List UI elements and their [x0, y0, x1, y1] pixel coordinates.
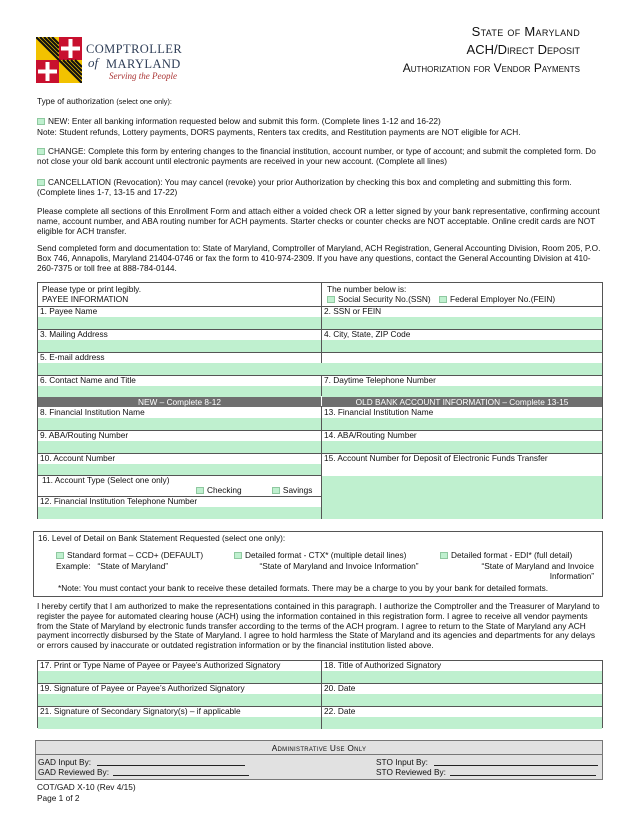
old-band: OLD BANK ACCOUNT INFORMATION – Complete 13-15	[322, 397, 602, 407]
daytime-phone-field: 7. Daytime Telephone Number	[322, 376, 602, 398]
ssn-label: Social Security No.(SSN)	[338, 294, 431, 304]
number-below-label: The number below is:	[327, 284, 407, 294]
change-checkbox[interactable]	[37, 148, 45, 155]
gad-reviewed-line[interactable]	[113, 768, 249, 776]
logo-line1: COMPTROLLER	[86, 42, 183, 56]
option-new	[37, 117, 603, 127]
maryland-seal-icon	[36, 37, 82, 83]
logo-line2: MARYLAND	[106, 57, 181, 71]
checking-label: Checking	[207, 485, 242, 495]
savings-checkbox[interactable]	[272, 487, 280, 494]
institution-phone-input[interactable]	[38, 507, 321, 519]
savings-label: Savings	[282, 485, 313, 495]
fein-label: Federal Employer No.(FEIN)	[450, 294, 556, 304]
logo-of: of	[88, 55, 99, 70]
print-name-input[interactable]	[38, 671, 321, 683]
city-state-zip-field: 4. City, State, ZIP Code	[322, 330, 602, 352]
edi-checkbox[interactable]	[440, 552, 448, 559]
statement-detail-section	[33, 531, 603, 597]
admin-use-box	[35, 740, 603, 780]
ssn-fein-field: 2. SSN or FEIN	[322, 307, 602, 329]
payee-name-field: 1. Payee Name	[38, 307, 321, 329]
ctx-checkbox[interactable]	[234, 552, 242, 559]
old-institution-name-input[interactable]	[322, 418, 602, 430]
cancel-text: CANCELLATION (Revocation): You may cancel (revoke) your prior Authorization by checking this box and completing and submitting this form. (Complete lines 1-7, 13-15 and 17-22)	[37, 177, 572, 197]
detail-option-edi: Detailed format - EDI* (full detail)	[440, 551, 572, 561]
payee-signature-field: 19. Signature of Payee or Payee’s Authorized Signatory	[38, 684, 321, 706]
new-checkbox[interactable]	[37, 118, 45, 125]
standard-checkbox[interactable]	[56, 552, 64, 559]
title-ach: ACH/Direct Deposit	[466, 42, 580, 58]
routing-number-input[interactable]	[38, 441, 321, 453]
email-field: 5. E-mail address	[38, 353, 602, 375]
ctx-example: “State of Maryland and Invoice Information”	[259, 561, 419, 571]
ssn-checkbox[interactable]	[327, 296, 335, 303]
payee-bank-form	[37, 282, 603, 519]
date-22-input[interactable]	[322, 717, 602, 729]
payee-signature-input[interactable]	[38, 694, 321, 706]
signatory-title-field: 18. Title of Authorized Signatory	[322, 661, 602, 683]
fein-checkbox[interactable]	[439, 296, 447, 303]
option-cancel	[37, 178, 603, 198]
admin-heading: Administrative Use Only	[271, 743, 367, 753]
institution-name-input[interactable]	[38, 418, 321, 430]
date-20-field: 20. Date	[322, 684, 602, 706]
secondary-signature-field: 21. Signature of Secondary Signatory(s) – if applicable	[38, 707, 321, 729]
print-note: Please type or print legibly.	[42, 284, 141, 294]
print-name-field: 17. Print or Type Name of Payee or Payee’s Authorized Signatory	[38, 661, 321, 683]
gad-input-line[interactable]	[97, 758, 245, 766]
old-institution-name-field: 13. Financial Institution Name	[322, 408, 602, 430]
new-band: NEW – Complete 8-12	[38, 397, 321, 407]
comptroller-logo	[36, 37, 196, 83]
title-authorization: Authorization for Vendor Payments	[402, 60, 580, 75]
routing-number-field: 9. ABA/Routing Number	[38, 431, 321, 453]
sto-input-line[interactable]	[434, 758, 598, 766]
account-number-field: 10. Account Number	[38, 454, 321, 476]
instructions-send: Send completed form and documentation to: State of Maryland, Comptroller of Maryland, ACH Registration, General Accounting Division, Room 205, P.O. Box 746, Annapolis, Maryland 21404-0746 or fax the form to 410-974-2309. If you have any questions, contact the General Accounting Division at 410-260-7375 or toll free at 888-784-0144.	[37, 243, 601, 273]
logo-tagline: Serving the People	[109, 71, 177, 81]
checking-checkbox[interactable]	[196, 487, 204, 494]
standard-example: Example: “State of Maryland”	[56, 561, 169, 571]
old-account-number-input[interactable]	[322, 476, 602, 519]
type-of-authorization: Type of authorization (select one only):	[37, 96, 172, 106]
cancel-checkbox[interactable]	[37, 179, 45, 186]
edi-example: “State of Maryland and Invoice Information”	[481, 561, 594, 581]
detail-option-standard: Standard format – CCD+ (DEFAULT)	[56, 551, 203, 561]
sto-input-row: STO Input By:	[376, 758, 598, 768]
ssn-fein-input[interactable]	[322, 317, 602, 329]
form-title	[280, 24, 580, 75]
detail-note: *Note: You must contact your bank to receive these detailed formats. There may be a charge to you by your bank for detailed formats.	[58, 583, 549, 593]
old-routing-number-field: 14. ABA/Routing Number	[322, 431, 602, 453]
date-20-input[interactable]	[322, 694, 602, 706]
mailing-address-field: 3. Mailing Address	[38, 330, 321, 352]
id-type-options	[327, 295, 555, 305]
institution-phone-field: 12. Financial Institution Telephone Number	[38, 497, 321, 519]
signature-section	[37, 660, 603, 728]
account-type-options	[196, 486, 312, 496]
account-type-label: 11. Account Type (Select one only)	[42, 475, 170, 485]
sto-reviewed-row: STO Reviewed By:	[376, 768, 596, 778]
payee-name-input[interactable]	[38, 317, 321, 329]
date-22-field: 22. Date	[322, 707, 602, 729]
payee-section-title: PAYEE INFORMATION	[42, 294, 129, 304]
option-change	[37, 147, 603, 167]
certification-text: I hereby certify that I am authorized to make the representations contained in this paragraph. I authorize the Comptroller and the Treasurer of Maryland to register the payee for automated clearing house (ACH) using the information contained in this registration form. I agree to receive all vendor payments from the State of Maryland by electronic funds transfer according to the terms of the ACH program. I agree to return to the State of Maryland any ACH payment incorrectly disbursed by the State of Maryland. I agree to hold harmless the State of Maryland and its agencies and departments for any delays or errors caused by inaccurate or outdated registration information or by the financial institution listed above.	[37, 601, 600, 651]
detail-label: 16. Level of Detail on Bank Statement Requested (select one only):	[38, 533, 286, 543]
old-routing-number-input[interactable]	[322, 441, 602, 453]
detail-option-ctx: Detailed format - CTX* (multiple detail lines)	[234, 551, 406, 561]
city-state-zip-input[interactable]	[322, 340, 602, 352]
page-number: Page 1 of 2	[37, 793, 80, 803]
gad-input-row: GAD Input By:	[38, 758, 245, 768]
gad-reviewed-row: GAD Reviewed By:	[38, 768, 249, 778]
email-input[interactable]	[38, 363, 602, 375]
form-id: COT/GAD X-10 (Rev 4/15)	[37, 782, 136, 792]
institution-name-field: 8. Financial Institution Name	[38, 408, 321, 430]
old-account-number-label: 15. Account Number for Deposit of Electronic Funds Transfer	[324, 453, 548, 463]
new-note: Note: Student refunds, Lottery payments, DORS payments, Renters tax credits, and Restitution payments are NOT eligible for ACH.	[37, 127, 521, 137]
mailing-address-input[interactable]	[38, 340, 321, 352]
sto-reviewed-line[interactable]	[450, 768, 596, 776]
signatory-title-input[interactable]	[322, 671, 602, 683]
instructions-attach: Please complete all sections of this Enrollment Form and attach either a voided check OR a letter signed by your bank representative, confirming account name, account number, and ABA routing number for ACH payments. Starter checks or counter checks are NOT acceptable. Online credit cards are NOT eligible for ACH transfer.	[37, 206, 600, 236]
contact-name-field: 6. Contact Name and Title	[38, 376, 321, 398]
title-state: State of Maryland	[471, 24, 580, 39]
secondary-signature-input[interactable]	[38, 717, 321, 729]
new-text: NEW: Enter all banking information requested below and submit this form. (Complete lines 1-12 and 16-22)	[48, 116, 441, 126]
change-text: CHANGE: Complete this form by entering changes to the financial institution, account number, or type of account; and submit the completed form. Do not close your old bank account until electronic payments are received in your new account. (Complete all lines)	[37, 146, 596, 166]
